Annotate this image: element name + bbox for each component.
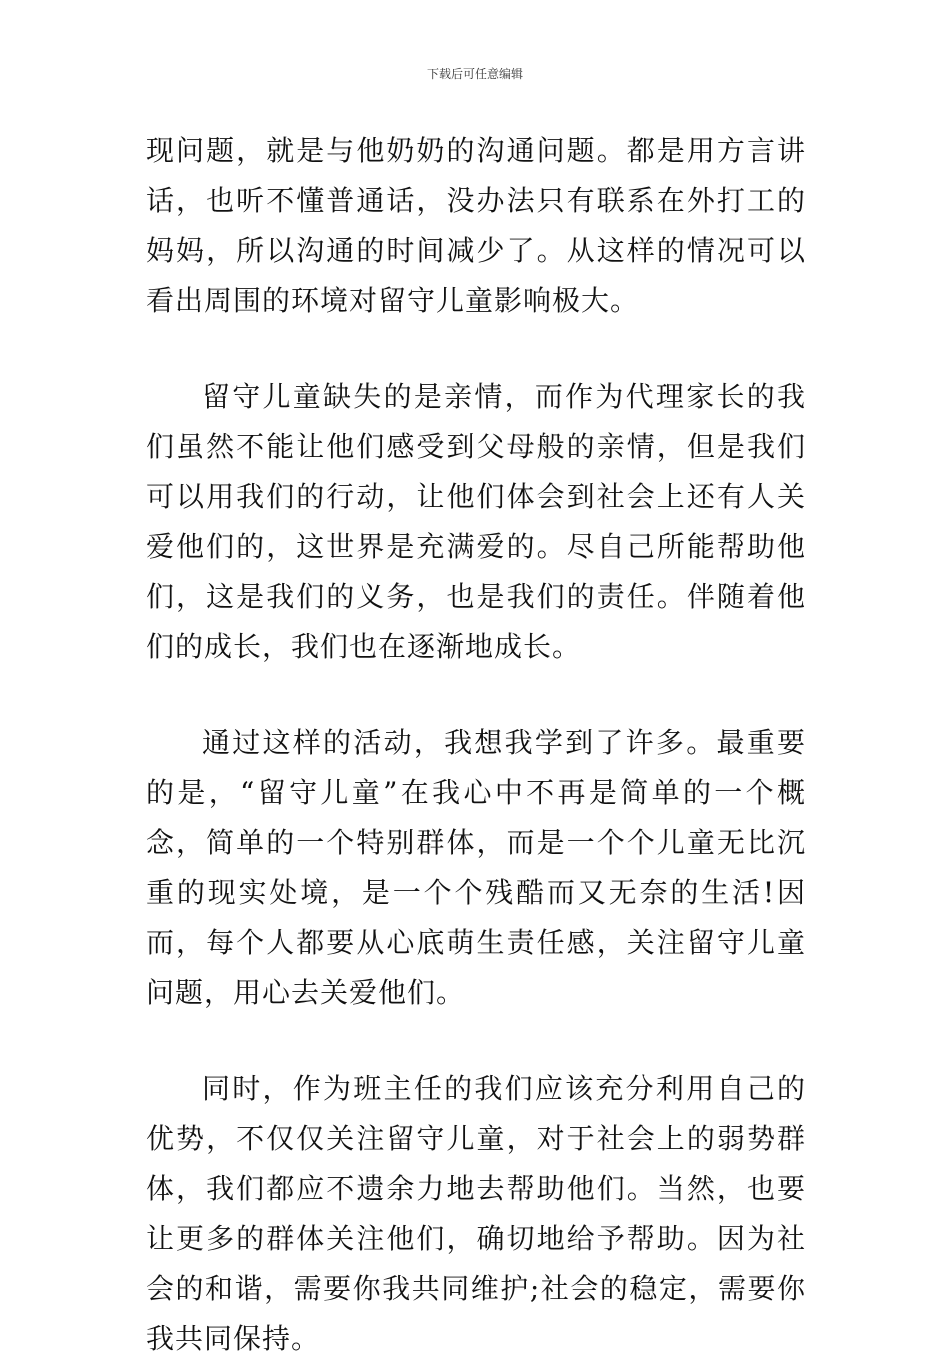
paragraph: 同时，作为班主任的我们应该充分利用自己的优势，不仅仅关注留守儿童，对于社会上的弱势群体，我们都应不遗余力地去帮助他们。当然，也要让更多的群体关注他们，确切地给予帮助。因为社会的和谐，需要你我共同维护;社会的稳定，需要你我共同保持。 — [146, 1072, 806, 1355]
paragraph-continuation: 现问题，就是与他奶奶的沟通问题。都是用方言讲话，也听不懂普通话，没办法只有联系在外打工的妈妈，所以沟通的时间减少了。从这样的情况可以看出周围的环境对留守儿童影响极大。 — [146, 134, 806, 317]
paragraph: 留守儿童缺失的是亲情，而作为代理家长的我们虽然不能让他们感受到父母般的亲情，但是我们可以用我们的行动，让他们体会到社会上还有人关爱他们的，这世界是充满爱的。尽自己所能帮助他们，这是我们的义务，也是我们的责任。伴随着他们的成长，我们也在逐渐地成长。 — [146, 380, 806, 663]
body-text — [146, 126, 806, 1364]
header-note: 下载后可任意编辑 — [426, 67, 523, 81]
paragraph: 通过这样的活动，我想我学到了许多。最重要的是，“留守儿童”在我心中不再是简单的一个概念，简单的一个特别群体，而是一个个儿童无比沉重的现实处境，是一个个残酷而又无奈的生活!因而，每个人都要从心底萌生责任感，关注留守儿童问题，用心去关爱他们。 — [146, 726, 806, 1009]
